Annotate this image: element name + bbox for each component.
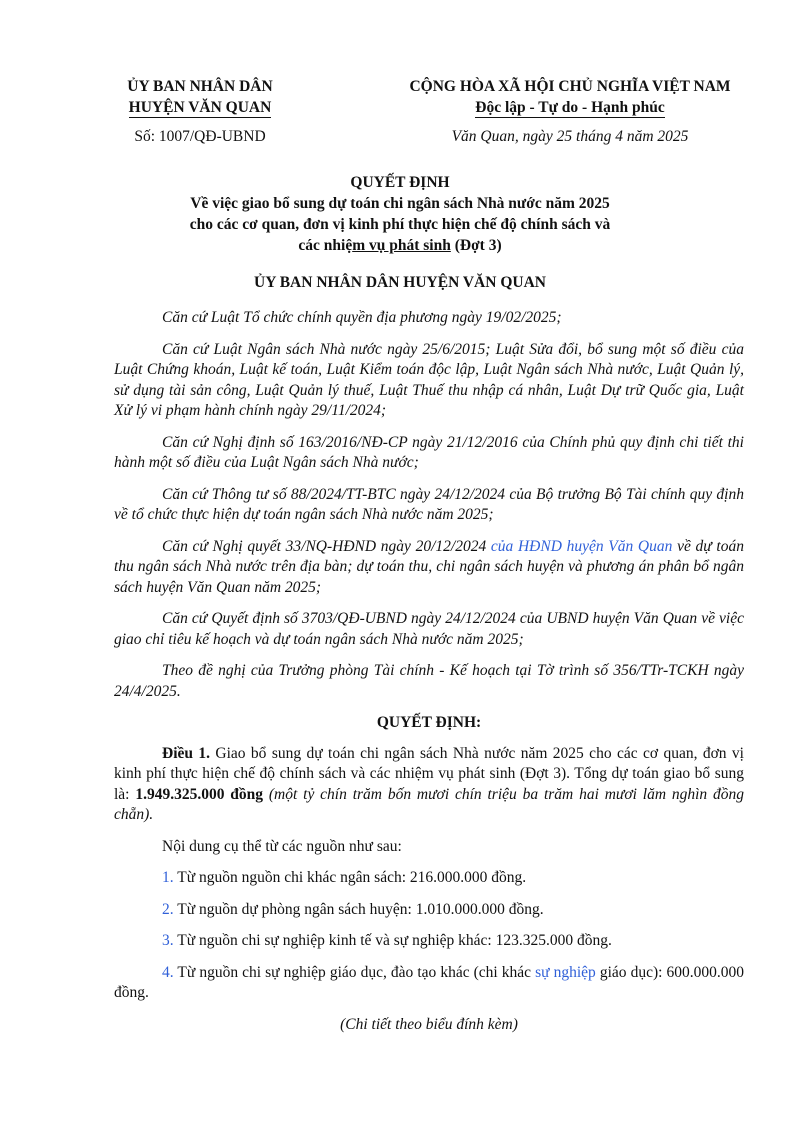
decision-heading: QUYẾT ĐỊNH: — [376, 714, 482, 731]
legal-basis-1: Căn cứ Luật Tổ chức chính quyền địa phương ngày 19/02/2025; — [162, 309, 562, 326]
article-1 — [114, 744, 744, 826]
hdnd-link[interactable]: của HĐND huyện Văn Quan — [490, 537, 673, 555]
legal-basis-5-end: về dự toán thu ngân sách Nhà nước trên địa bàn; dự toán thu, chi ngân sách huyện và phương án phân bổ ngân sách huyện Văn Quan năm 2025; — [114, 537, 744, 596]
subject-line-3-underlined: m vụ phát sinh — [352, 237, 451, 254]
subject-line-3-end: (Đợt 3) — [450, 237, 502, 254]
decision-title — [110, 172, 690, 256]
source-item-3 — [114, 931, 744, 952]
subject-line-3-start: các nhiệ — [298, 237, 353, 254]
document-number: Số: 1007/QĐ-UBND — [134, 128, 266, 145]
issuer-header — [100, 76, 300, 147]
subject-line-1: Về việc giao bổ sung dự toán chi ngân sách Nhà nước năm 2025 — [190, 195, 610, 212]
source-item-4-text-start: Từ nguồn chi sự nghiệp giáo dục, đào tạo khác (chi khác — [173, 963, 536, 981]
article-1-text: Giao bổ sung dự toán chi ngân sách Nhà nước năm 2025 cho các cơ quan, đơn vị kinh phí thực hiện chế độ chính sách và các nhiệm vụ phát sinh (Đợt 3). Tổng dự toán giao bổ sung là: — [114, 744, 744, 803]
issuer-org-line1: ỦY BAN NHÂN DÂN — [127, 78, 273, 95]
total-amount-words: (một tỷ chín trăm bốn mươi chín triệu ba trăm hai mươi lăm nghìn đồng chẵn). — [114, 785, 745, 823]
proposal-basis: Theo đề nghị của Trưởng phòng Tài chính - Kế hoạch tại Tờ trình số 356/TTr-TCKH ngày 24/4/2025. — [114, 662, 744, 700]
source-item-1 — [114, 868, 744, 889]
source-item-2-text: Từ nguồn dự phòng ngân sách huyện: 1.010.000.000 đồng. — [173, 900, 544, 918]
place-date-line: Văn Quan, ngày 25 tháng 4 năm 2025 — [451, 128, 689, 145]
article-1-label: Điều 1. — [162, 744, 211, 762]
legal-basis-2: Căn cứ Luật Ngân sách Nhà nước ngày 25/6/2015; Luật Sửa đổi, bổ sung một số điều của Luật Chứng khoán, Luật kế toán, Luật Kiểm toán độc lập, Luật Ngân sách Nhà nước, Luật Quản lý, sử dụng tài sản công, Luật Quản lý thuế, Luật Thuế thu nhập cá nhân, Luật Dự trữ Quốc gia, Luật Xử lý vi phạm hành chính ngày 29/11/2024; — [114, 340, 744, 419]
document-type: QUYẾT ĐỊNH — [350, 174, 450, 191]
source-item-4 — [114, 963, 744, 1004]
legal-basis-5-start: Căn cứ Nghị quyết 33/NQ-HĐND ngày 20/12/2024 — [162, 537, 491, 555]
source-item-2-number: 2. — [162, 900, 174, 918]
su-nghiep-link[interactable]: sự nghiệp — [535, 963, 596, 981]
national-header — [360, 76, 780, 147]
sources-intro: Nội dung cụ thể từ các nguồn như sau: — [162, 837, 402, 855]
source-item-1-number: 1. — [162, 869, 174, 886]
nation-name: CỘNG HÒA XÃ HỘI CHỦ NGHĨA VIỆT NAM — [409, 78, 731, 95]
issuing-authority: ỦY BAN NHÂN DÂN HUYỆN VĂN QUAN — [254, 274, 546, 291]
source-item-2 — [114, 900, 744, 921]
issuer-org-line2: HUYỆN VĂN QUAN — [128, 99, 272, 116]
national-motto: Độc lập - Tự do - Hạnh phúc — [475, 99, 665, 116]
legal-basis-3: Căn cứ Nghị định số 163/2016/NĐ-CP ngày 21/12/2016 của Chính phủ quy định chi tiết thi hành một số điều của Luật Ngân sách Nhà nước; — [114, 433, 744, 471]
document-body — [114, 308, 744, 1046]
subject-line-2: cho các cơ quan, đơn vị kinh phí thực hiện chế độ chính sách và — [189, 216, 611, 233]
total-amount: 1.949.325.000 đồng — [135, 785, 264, 803]
source-item-4-text-end: giáo dục): 600.000.000 đồng. — [114, 963, 744, 1001]
source-item-3-number: 3. — [162, 932, 174, 949]
legal-basis-5 — [114, 537, 744, 599]
source-item-3-text: Từ nguồn chi sự nghiệp kinh tế và sự nghiệp khác: 123.325.000 đồng. — [173, 932, 612, 949]
subject-line-3 — [110, 235, 690, 256]
source-item-4-number: 4. — [162, 963, 174, 981]
source-item-1-text: Từ nguồn nguồn chi khác ngân sách: 216.000.000 đồng. — [173, 869, 527, 886]
legal-basis-4: Căn cứ Thông tư số 88/2024/TT-BTC ngày 24/12/2024 của Bộ trưởng Bộ Tài chính quy định về tổ chức thực hiện dự toán ngân sách Nhà nước năm 2025; — [114, 485, 744, 523]
detail-note: (Chi tiết theo biểu đính kèm) — [340, 1015, 518, 1033]
legal-basis-6: Căn cứ Quyết định số 3703/QĐ-UBND ngày 24/12/2024 của UBND huyện Văn Quan về việc giao chỉ tiêu kế hoạch và dự toán ngân sách Nhà nước năm 2025; — [114, 610, 744, 648]
